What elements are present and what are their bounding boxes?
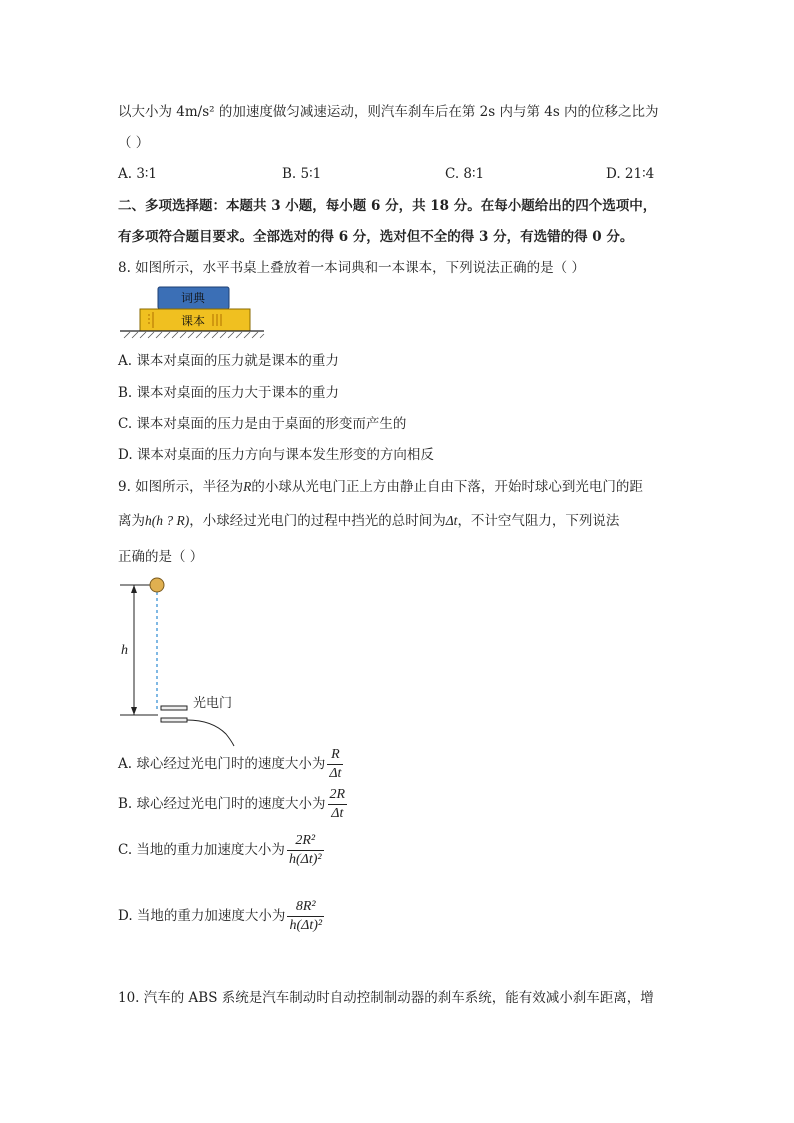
q9-option-b[interactable]: B. 球心经过光电门时的速度大小为 $\frac{2R}{\Delta t}$ bbox=[118, 787, 346, 821]
q7-options bbox=[0, 165, 794, 185]
q7-option-a[interactable]: A. 3∶1 bbox=[118, 166, 158, 182]
desk-hatching bbox=[124, 332, 264, 338]
q9-stem-line3: 正确的是（ ） bbox=[118, 549, 204, 565]
photogate-cable bbox=[187, 720, 234, 746]
q9-option-d[interactable]: D. 当地的重力加速度大小为 $\frac{\text{8R²}}{\text{h(Δt)²}}$ bbox=[118, 899, 323, 933]
section2-instructions-line2: 有多项符合题目要求。全部选对的得 6 分，选对但不全的得 3 分，有选错的得 0 分。 bbox=[118, 229, 634, 245]
dictionary-label: 词典 bbox=[180, 291, 206, 305]
q7-answer-paren: （ ） bbox=[118, 135, 150, 151]
q8-stem: 8. 如图所示，水平书桌上叠放着一本词典和一本课本，下列说法正确的是（ ） bbox=[118, 260, 585, 276]
q7-stem-line: 以大小为 4m/s² 的加速度做匀减速运动，则汽车刹车后在第 2s 内与第 4s 内的位移之比为 bbox=[118, 104, 659, 120]
textbook-label: 课本 bbox=[180, 314, 206, 328]
q10-stem-line1: 10. 汽车的 ABS 系统是汽车制动时自动控制制动器的刹车系统，能有效减小刹车距离，增 bbox=[118, 990, 654, 1006]
photogate-lower-arm bbox=[161, 718, 187, 722]
q9-photogate-figure bbox=[118, 574, 258, 749]
q7-option-b[interactable]: B. 5∶1 bbox=[282, 166, 322, 182]
section2-instructions-line1: 二、多项选择题：本题共 3 小题，每小题 6 分，共 18 分。在每小题给出的四个选项中， bbox=[118, 198, 657, 214]
q8-option-c[interactable]: C. 课本对桌面的压力是由于桌面的形变而产生的 bbox=[118, 416, 407, 432]
q9-option-a[interactable]: A. 球心经过光电门时的速度大小为 $\frac{R}{\Delta t}$ bbox=[118, 747, 342, 781]
q8-option-a[interactable]: A. 课本对桌面的压力就是课本的重力 bbox=[118, 353, 339, 369]
q8-books-figure bbox=[118, 284, 268, 344]
arrow-down-icon bbox=[131, 707, 137, 715]
height-label: h bbox=[121, 643, 128, 658]
q9-option-c[interactable]: C. 当地的重力加速度大小为 $\frac{\text{2R²}}{\text{h(Δt)²}}$ bbox=[118, 833, 322, 867]
q9-stem-line1: 9. 如图所示，半径为R的小球从光电门正上方由静止自由下落，开始时球心到光电门的距 bbox=[118, 479, 643, 495]
q8-option-b[interactable]: B. 课本对桌面的压力大于课本的重力 bbox=[118, 385, 340, 401]
q9-stem-line2: 离为h(h ? R)，小球经过光电门的过程中挡光的总时间为Δt，不计空气阻力，下列说法 bbox=[118, 513, 620, 529]
q7-option-d[interactable]: D. 21∶4 bbox=[606, 166, 655, 182]
ball bbox=[150, 578, 164, 592]
photogate-label: 光电门 bbox=[193, 696, 233, 711]
q8-option-d[interactable]: D. 课本对桌面的压力方向与课本发生形变的方向相反 bbox=[118, 447, 434, 463]
photogate-upper-arm bbox=[161, 706, 187, 710]
q7-option-c[interactable]: C. 8∶1 bbox=[445, 166, 485, 182]
arrow-up-icon bbox=[131, 585, 137, 593]
